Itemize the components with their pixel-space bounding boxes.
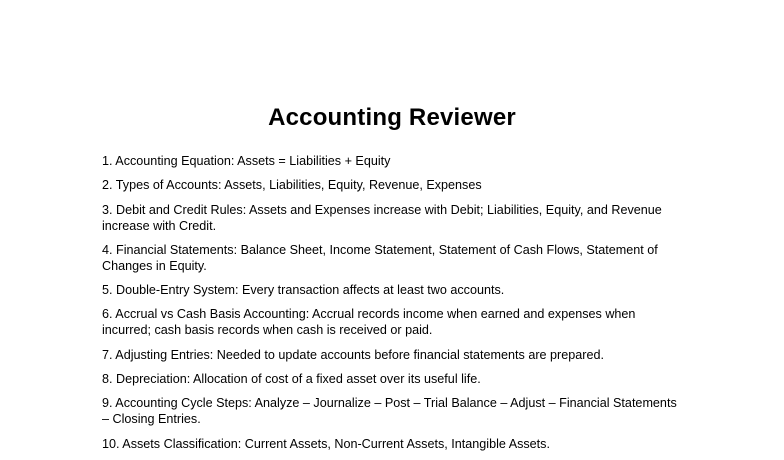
list-item: 3. Debit and Credit Rules: Assets and Expenses increase with Debit; Liabilities, Equity, and Revenue increase with Credit. [102,202,662,233]
list-item: 9. Accounting Cycle Steps: Analyze – Journalize – Post – Trial Balance – Adjust – Financial Statements – Closing Entries. [102,396,677,427]
list-item: 2. Types of Accounts: Assets, Liabilities, Equity, Revenue, Expenses [102,178,482,193]
list-item: 6. Accrual vs Cash Basis Accounting: Accrual records income when earned and expenses when incurred; cash basis records when cash is received or paid. [102,307,636,338]
list-item: 5. Double-Entry System: Every transaction affects at least two accounts. [102,283,505,298]
list-item: 1. Accounting Equation: Assets = Liabilities + Equity [102,154,391,168]
reviewer-list [102,153,677,460]
list-item: 4. Financial Statements: Balance Sheet, Income Statement, Statement of Cash Flows, Statement of Changes in Equity. [102,242,658,273]
list-item: 10. Assets Classification: Current Assets, Non-Current Assets, Intangible Assets. [102,436,550,451]
list-item: 8. Depreciation: Allocation of cost of a fixed asset over its useful life. [102,372,481,387]
document-title: Accounting Reviewer [268,104,516,131]
list-item: 7. Adjusting Entries: Needed to update accounts before financial statements are prepared. [102,347,604,362]
